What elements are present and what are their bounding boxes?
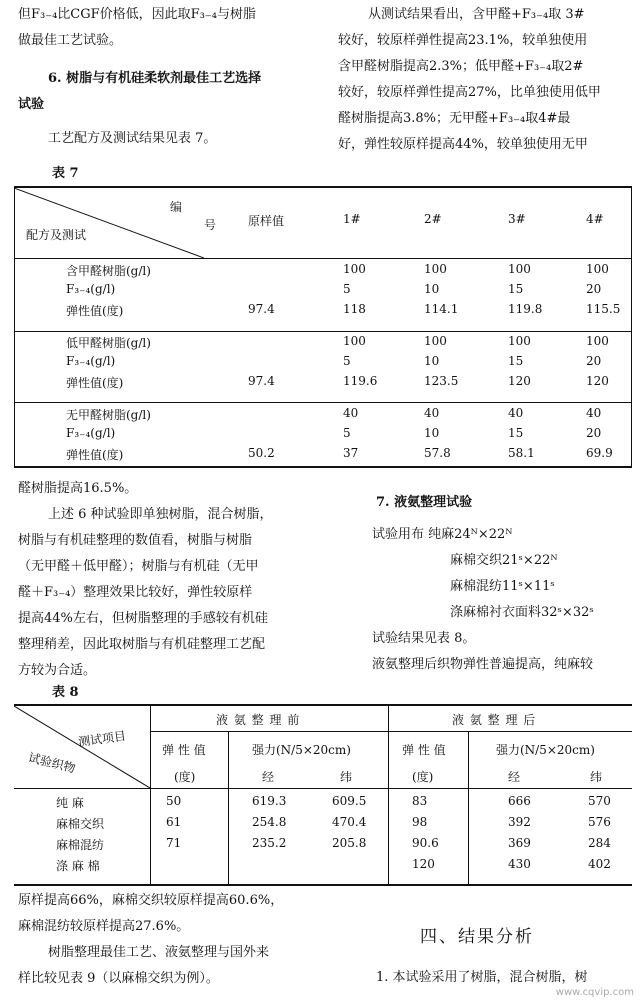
table7-cell: 50.2 xyxy=(248,446,275,460)
paragraph-line: 醛树脂提高3.8%；无甲醛+F₃₋₄取4#最 xyxy=(338,111,571,126)
table7-cell: 15 xyxy=(508,282,524,296)
paragraph-line: 原样提高66%，麻棉交织较原样提高60.6%， xyxy=(18,893,284,908)
table7-cell: 10 xyxy=(424,282,440,296)
table7-row-label: F₃₋₄(g/l) xyxy=(66,426,116,440)
table7-cell: 15 xyxy=(508,354,524,368)
table8-cell: 254.8 xyxy=(252,815,287,829)
paragraph-line: 涤麻棉衬衣面料32ˢ×32ˢ xyxy=(450,605,594,620)
table-vrule xyxy=(468,732,469,884)
table8-diag-label: 试验织物 xyxy=(26,750,77,776)
table8-row-label: 纯 麻 xyxy=(56,796,84,810)
table7-cell: 40 xyxy=(424,406,440,420)
table7-cell: 5 xyxy=(343,354,351,368)
paragraph-line: （无甲醛＋低甲醛）；树脂与有机硅（无甲 xyxy=(18,559,259,574)
paragraph-line: 树脂整理最佳工艺、液氨整理与国外来 xyxy=(48,945,270,960)
paragraph-line: 工艺配方及测试结果见表 7。 xyxy=(48,131,217,146)
table8-weft: 纬 xyxy=(340,770,353,784)
table7-cell: 115.5 xyxy=(586,302,621,316)
top-right-text xyxy=(338,2,638,158)
table8-unit: (度) xyxy=(412,770,434,784)
table7-cell: 10 xyxy=(424,354,440,368)
table-rule xyxy=(150,731,632,732)
paragraph-line: 树脂与有机硅整理的数值看，树脂与树脂 xyxy=(18,533,253,548)
section-heading: 6. 树脂与有机硅柔软剂最佳工艺选择 xyxy=(48,71,262,86)
table7-cell: 40 xyxy=(508,406,524,420)
table7-cell: 119.8 xyxy=(508,302,543,316)
paragraph-line: 整理稍差，因此取树脂与有机硅整理工艺配 xyxy=(18,637,266,652)
table7-cell: 100 xyxy=(424,262,447,276)
paragraph-line: 方较为合适。 xyxy=(18,663,97,678)
table8-cell: 576 xyxy=(588,815,611,829)
paragraph-line: 醛树脂提高16.5%。 xyxy=(18,481,138,496)
table7-col-header: 3# xyxy=(508,212,526,226)
table7-row-label: 含甲醛树脂(g/l) xyxy=(66,264,151,278)
paragraph-line: 试验用布 纯麻24ᴺ×22ᴺ xyxy=(372,527,513,542)
table8-caption: 表 8 xyxy=(52,685,79,700)
paragraph-line: 提高44%左右，但树脂整理的手感较有机硅 xyxy=(18,611,268,626)
mid-left-text xyxy=(18,476,328,684)
table8-cell: 50 xyxy=(166,794,182,808)
table8-row-label: 涤 麻 棉 xyxy=(56,859,100,873)
table8-cell: 619.3 xyxy=(252,794,287,808)
paragraph-line: 好，弹性较原样提高44%，较单独使用无甲 xyxy=(338,137,588,152)
table8-col-elastic: 弹 性 值 xyxy=(402,743,446,757)
table-rule xyxy=(14,402,632,403)
table7-cell: 100 xyxy=(586,334,609,348)
table7-row-label: F₃₋₄(g/l) xyxy=(66,354,116,368)
paragraph-line: 含甲醛树脂提高2.3%；低甲醛+F₃₋₄取2# xyxy=(338,59,584,74)
section-title: 四、结果分析 xyxy=(420,927,534,947)
table8-cell: 392 xyxy=(508,815,531,829)
paragraph-line: 较好，较原样弹性提高27%，比单独使用低甲 xyxy=(338,85,601,100)
table8-cell: 430 xyxy=(508,857,531,871)
paragraph-line: 麻棉混纺11ˢ×11ˢ xyxy=(450,579,555,594)
table7-cell: 119.6 xyxy=(343,374,378,388)
paragraph-line: 上述 6 种试验即单独树脂，混合树脂， xyxy=(48,507,273,522)
paragraph-line: 做最佳工艺试验。 xyxy=(18,33,123,48)
table7-cell: 123.5 xyxy=(424,374,459,388)
table7-diag-label: 配方及测试 xyxy=(26,228,87,242)
table7-caption: 表 7 xyxy=(52,166,79,181)
watermark: www.cqvip.com xyxy=(555,987,634,998)
table7-cell: 40 xyxy=(343,406,359,420)
bottom-left-text xyxy=(18,888,338,992)
table8-cell: 609.5 xyxy=(332,794,367,808)
section-heading-cont: 试验 xyxy=(18,97,45,112)
table8-cell: 570 xyxy=(588,794,611,808)
table7-col-header: 1# xyxy=(343,212,361,226)
table-vrule xyxy=(150,704,151,884)
table8-row-label: 麻棉交织 xyxy=(56,817,105,831)
table7-row-label: 低甲醛树脂(g/l) xyxy=(66,336,151,350)
table8-diag-label: 测试项目 xyxy=(77,728,127,750)
table7-cell: 97.4 xyxy=(248,374,275,388)
table7-cell: 100 xyxy=(343,334,366,348)
table7-cell: 118 xyxy=(343,302,366,316)
table8-cell: 98 xyxy=(412,815,428,829)
table8-col-strength: 强力(N/5×20cm) xyxy=(252,743,351,757)
table8-cell: 666 xyxy=(508,794,531,808)
table8-cell: 284 xyxy=(588,836,611,850)
table8-cell: 369 xyxy=(508,836,531,850)
table7-cell: 5 xyxy=(343,426,351,440)
table8-warp: 经 xyxy=(262,770,275,784)
paragraph-line: 但F₃₋₄比CGF价格低，因此取F₃₋₄与树脂 xyxy=(18,7,256,22)
table7-cell: 120 xyxy=(508,374,531,388)
table8-cell: 61 xyxy=(166,815,182,829)
table8-unit: (度) xyxy=(174,770,196,784)
table7-cell: 57.8 xyxy=(424,446,451,460)
table-vrule xyxy=(228,732,229,884)
table7-cell: 10 xyxy=(424,426,440,440)
paragraph-line: 麻棉混纺较原样提高27.6%。 xyxy=(18,919,190,934)
table7-row-label: 无甲醛树脂(g/l) xyxy=(66,408,151,422)
table8-group-after: 液 氨 整 理 后 xyxy=(452,713,537,727)
table8-cell: 205.8 xyxy=(332,836,367,850)
table8-cell: 83 xyxy=(412,794,428,808)
table-rule xyxy=(14,258,632,259)
table7-cell: 100 xyxy=(586,262,609,276)
paragraph-line: 醛＋F₃₋₄）整理效果比较好，弹性较原样 xyxy=(18,585,253,600)
table7-row-label: F₃₋₄(g/l) xyxy=(66,282,116,296)
table7-cell: 120 xyxy=(586,374,609,388)
top-left-text xyxy=(18,2,318,152)
table7-cell: 20 xyxy=(586,354,602,368)
paragraph-line: 液氨整理后织物弹性普遍提高，纯麻较 xyxy=(372,657,594,672)
section-heading: 7. 液氨整理试验 xyxy=(376,495,473,510)
table7-col-header: 2# xyxy=(424,212,442,226)
table8-col-strength: 强力(N/5×20cm) xyxy=(496,743,595,757)
table8-cell: 235.2 xyxy=(252,836,287,850)
table7-diag-label: 号 xyxy=(204,218,217,232)
table7-cell: 58.1 xyxy=(508,446,535,460)
table7-cell: 100 xyxy=(508,262,531,276)
paragraph-line: 1. 本试验采用了树脂，混合树脂，树 xyxy=(376,970,588,985)
table8-row-label: 麻棉混纺 xyxy=(56,838,105,852)
paragraph-line: 麻棉交织21ˢ×22ᴺ xyxy=(450,553,558,568)
table7-cell: 100 xyxy=(424,334,447,348)
table7-cell: 37 xyxy=(343,446,359,460)
table7-cell: 20 xyxy=(586,426,602,440)
mid-right-text xyxy=(340,490,638,678)
paragraph-line: 样比较见表 9（以麻棉交织为例）。 xyxy=(18,971,219,986)
table8-warp: 经 xyxy=(508,770,521,784)
table7-col-header: 原样值 xyxy=(248,214,285,228)
table8-cell: 90.6 xyxy=(412,836,439,850)
table7-cell: 20 xyxy=(586,282,602,296)
table7-cell: 15 xyxy=(508,426,524,440)
table8-cell: 402 xyxy=(588,857,611,871)
table7-cell: 100 xyxy=(343,262,366,276)
table-rule xyxy=(14,466,632,468)
table-rule xyxy=(14,884,632,886)
table7-row-label: 弹性值(度) xyxy=(66,448,124,462)
table7-cell: 69.9 xyxy=(586,446,613,460)
table8-weft: 纬 xyxy=(590,770,603,784)
table7-cell: 97.4 xyxy=(248,302,275,316)
table8-cell: 470.4 xyxy=(332,815,367,829)
table7-cell: 100 xyxy=(508,334,531,348)
table8-group-before: 液 氨 整 理 前 xyxy=(216,713,301,727)
paragraph-line: 试验结果见表 8。 xyxy=(372,631,476,646)
table-vrule xyxy=(631,186,632,468)
paragraph-line: 从测试结果看出，含甲醛+F₃₋₄取 3# xyxy=(368,7,585,22)
table8-col-elastic: 弹 性 值 xyxy=(162,743,206,757)
table7-row-label: 弹性值(度) xyxy=(66,304,124,318)
table8-cell: 71 xyxy=(166,836,182,850)
table7-cell: 114.1 xyxy=(424,302,459,316)
table-rule xyxy=(14,331,632,332)
table8-cell: 120 xyxy=(412,857,435,871)
table7-cell: 40 xyxy=(586,406,602,420)
paragraph-line: 较好，较原样弹性提高23.1%，较单独使用 xyxy=(338,33,588,48)
table7-cell: 5 xyxy=(343,282,351,296)
table7-col-header: 4# xyxy=(586,212,604,226)
table7-diag-label: 编 xyxy=(170,200,183,214)
table-rule xyxy=(14,788,632,789)
table7-row-label: 弹性值(度) xyxy=(66,376,124,390)
table-vrule xyxy=(388,704,389,884)
